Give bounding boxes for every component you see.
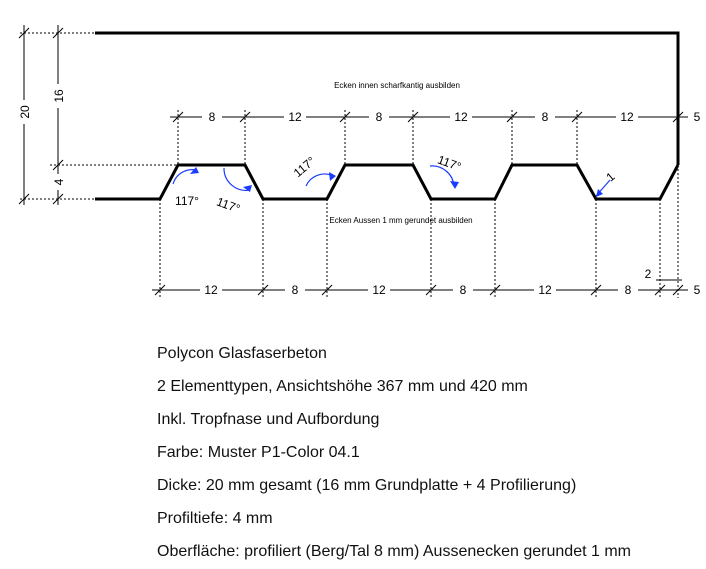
top-dim-label: 12 bbox=[620, 110, 634, 124]
spec-line-element-types: 2 Elementtypen, Ansichtshöhe 367 mm und 420 mm bbox=[157, 378, 528, 395]
left-dim-base: 16 bbox=[52, 89, 66, 103]
small-dimension bbox=[645, 267, 682, 281]
bottom-dimension-line bbox=[152, 285, 700, 295]
small-dim-label: 2 bbox=[644, 267, 652, 281]
top-dim-label: 8 bbox=[541, 110, 549, 124]
panel-top-edge bbox=[95, 33, 678, 165]
bottom-dim-label: 12 bbox=[372, 283, 386, 297]
top-dim-label: 8 bbox=[208, 110, 216, 124]
bottom-dim-label: 5 bbox=[693, 283, 701, 297]
angle-label: 117° bbox=[214, 194, 243, 216]
bottom-dim-label: 8 bbox=[624, 283, 632, 297]
spec-line-color: Farbe: Muster P1-Color 04.1 bbox=[157, 444, 360, 461]
spec-line-material: Polycon Glasfaserbeton bbox=[157, 345, 327, 362]
top-dim-label: 12 bbox=[288, 110, 302, 124]
spec-list bbox=[157, 337, 631, 568]
top-dimension-labels bbox=[202, 108, 706, 124]
bottom-dim-label: 12 bbox=[204, 283, 218, 297]
angle-labels bbox=[175, 153, 618, 216]
top-dim-label: 8 bbox=[375, 110, 383, 124]
angle-label: 117° bbox=[175, 194, 199, 208]
bottom-dim-label: 8 bbox=[459, 283, 467, 297]
angle-label: 117° bbox=[290, 153, 319, 180]
left-dim-total: 20 bbox=[18, 105, 32, 119]
angle-label: 117° bbox=[435, 152, 464, 174]
angle-arcs bbox=[173, 166, 610, 196]
left-dim-profile: 4 bbox=[52, 178, 66, 186]
top-dim-label: 5 bbox=[693, 110, 701, 124]
outer-corners-note: Ecken Aussen 1 mm gerundet ausbilden bbox=[329, 216, 473, 225]
spec-line-thickness: Dicke: 20 mm gesamt (16 mm Grundplatte + 4 Profilierung) bbox=[157, 477, 577, 494]
bottom-dimension-labels bbox=[200, 281, 706, 297]
spec-line-drip: Inkl. Tropfnase und Aufbordung bbox=[157, 411, 380, 428]
bottom-dim-label: 8 bbox=[291, 283, 299, 297]
spec-line-surface: Oberfläche: profiliert (Berg/Tal 8 mm) Aussenecken gerundet 1 mm bbox=[157, 543, 631, 560]
top-dim-label: 12 bbox=[454, 110, 468, 124]
spec-line-profile-depth: Profiltiefe: 4 mm bbox=[157, 510, 273, 527]
bottom-dim-label: 12 bbox=[538, 283, 552, 297]
radius-label: 1 bbox=[603, 169, 618, 185]
inner-corners-note: Ecken innen scharfkantig ausbilden bbox=[334, 81, 460, 90]
angle-arrowheads bbox=[190, 167, 603, 197]
